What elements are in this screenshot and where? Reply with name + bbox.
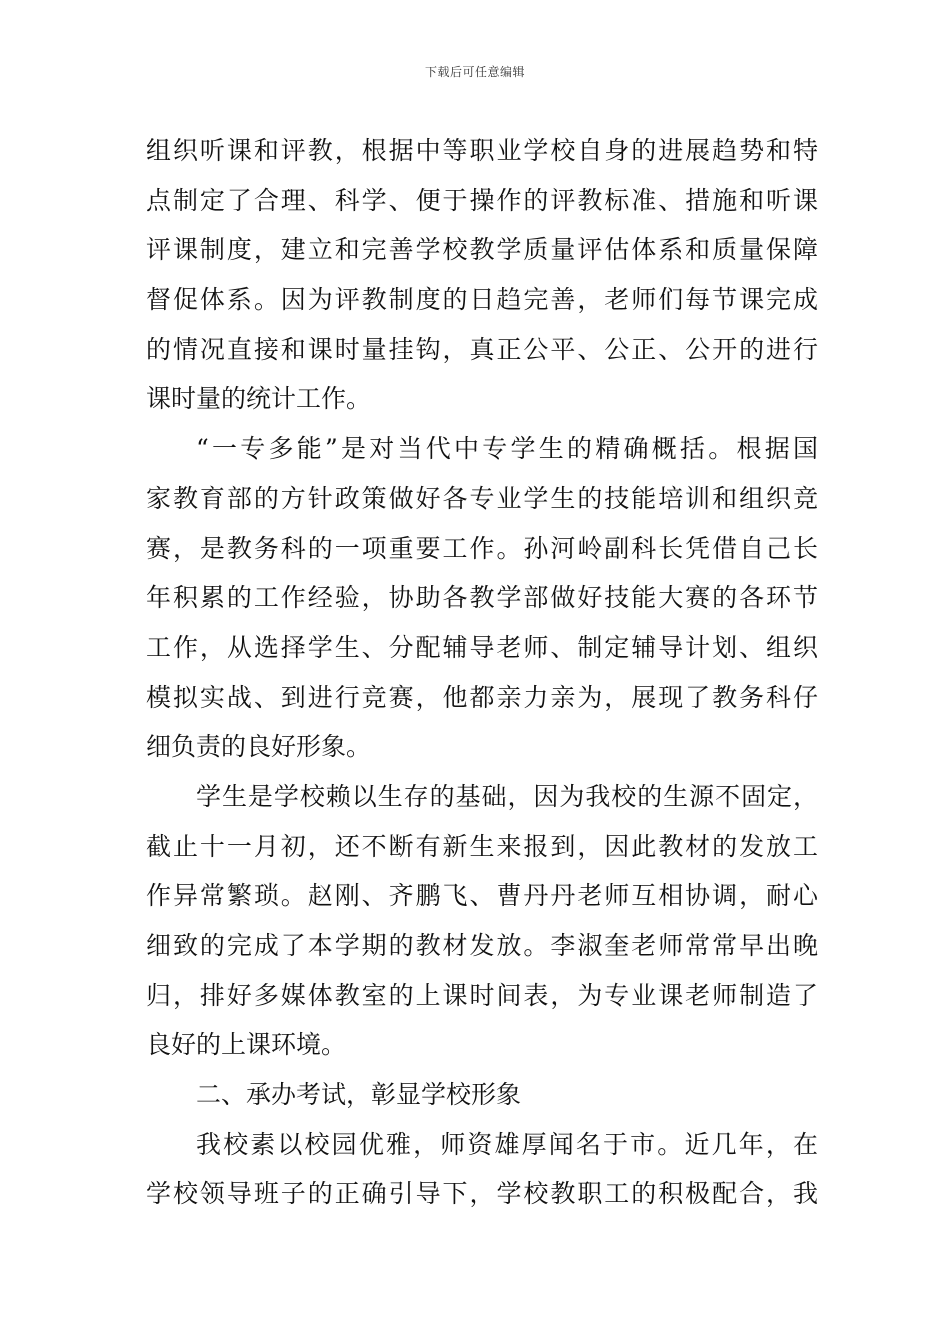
text-line: 赛，是教务科的一项重要工作。孙河岭副科长凭借自己长 xyxy=(146,533,818,563)
text-line: 工作，从选择学生、分配辅导老师、制定辅导计划、组织 xyxy=(146,632,818,662)
text-line: 细致的完成了本学期的教材发放。李淑奎老师常常早出晚 xyxy=(146,931,818,960)
page-header: 下载后可任意编辑 xyxy=(424,65,525,79)
text-line: 截止十一月初，还不断有新生来报到，因此教材的发放工 xyxy=(146,831,818,861)
text-line: 归，排好多媒体教室的上课时间表，为专业课老师制造了 xyxy=(146,980,818,1010)
text-line: 我校素以校园优雅，师资雄厚闻名于市。近几年，在 xyxy=(196,1129,818,1159)
text-line: 督促体系。因为评教制度的日趋完善，老师们每节课完成 xyxy=(146,285,818,315)
text-line: “一专多能”是对当代中专学生的精确概括。根据国 xyxy=(196,434,818,464)
text-line: 作异常繁琐。赵刚、齐鹏飞、曹丹丹老师互相协调，耐心 xyxy=(146,881,818,911)
document-body xyxy=(146,126,818,1219)
text-line: 二、承办考试，彰显学校形象 xyxy=(196,1080,522,1110)
text-line: 学生是学校赖以生存的基础，因为我校的生源不固定， xyxy=(196,781,818,811)
text-line: 细负责的良好形象。 xyxy=(146,732,372,762)
text-line: 点制定了合理、科学、便于操作的评教标准、措施和听课 xyxy=(146,185,818,215)
text-line: 模拟实战、到进行竞赛，他都亲力亲为，展现了教务科仔 xyxy=(146,682,818,712)
text-line: 评课制度，建立和完善学校教学质量评估体系和质量保障 xyxy=(146,235,818,265)
text-line: 课时量的统计工作。 xyxy=(146,384,372,414)
text-line: 组织听课和评教，根据中等职业学校自身的进展趋势和特 xyxy=(146,136,818,165)
text-line: 家教育部的方针政策做好各专业学生的技能培训和组织竞 xyxy=(146,483,818,513)
text-line: 的情况直接和课时量挂钩，真正公平、公正、公开的进行 xyxy=(146,334,818,364)
text-line: 学校领导班子的正确引导下，学校教职工的积极配合，我 xyxy=(146,1179,818,1209)
text-line: 年积累的工作经验，协助各教学部做好技能大赛的各环节 xyxy=(146,583,818,613)
text-line: 良好的上课环境。 xyxy=(146,1030,347,1060)
